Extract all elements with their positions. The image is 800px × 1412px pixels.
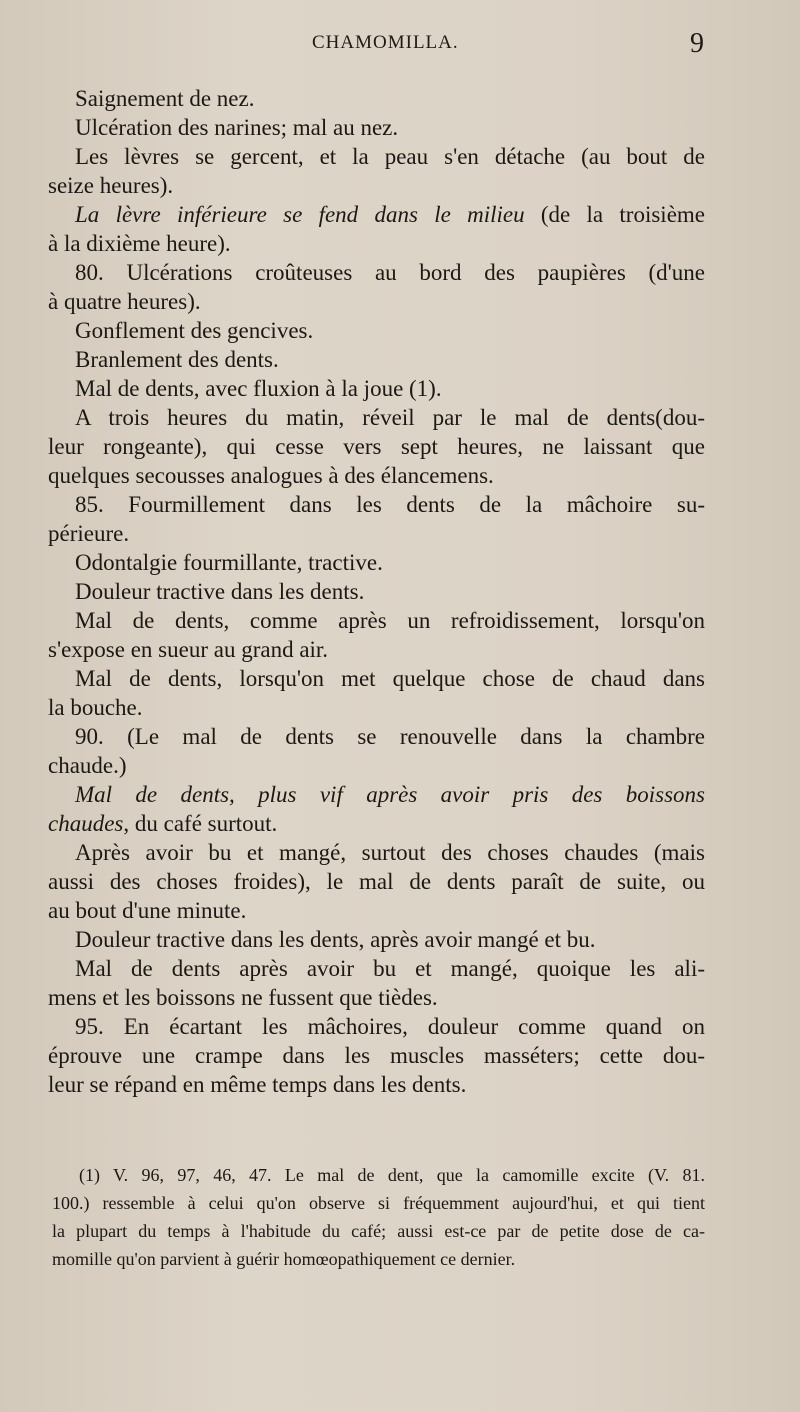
text-segment: Douleur tractive dans les dents, après avoir mangé et bu.: [75, 927, 596, 952]
text-segment: seize heures).: [48, 173, 174, 198]
text-line: [48, 171, 705, 200]
text-segment: 95. En écartant les mâchoires, douleur comme quand on: [75, 1014, 705, 1039]
text-line: [48, 606, 705, 635]
text-segment: Mal de dents, lorsqu'on met quelque chose de chaud dans: [75, 666, 705, 691]
text-line: [48, 200, 705, 229]
footnote-line: [52, 1217, 705, 1245]
text-line: [48, 722, 705, 751]
text-line: [48, 925, 705, 954]
text-segment: éprouve une crampe dans les muscles masséters; cette dou-: [48, 1043, 705, 1068]
text-segment: Branlement des dents.: [75, 347, 279, 372]
text-line: [48, 316, 705, 345]
text-line: [48, 287, 705, 316]
text-line: [48, 896, 705, 925]
text-line: [48, 635, 705, 664]
text-segment: , du café surtout.: [123, 811, 278, 836]
page-number: 9: [690, 28, 704, 59]
footnotes: [48, 1161, 705, 1273]
text-segment: 100.) ressemble à celui qu'on observe si fréquemment aujourd'hui, et qui tient: [52, 1193, 705, 1213]
text-segment: Ulcération des narines; mal au nez.: [75, 115, 399, 140]
running-title: CHAMOMILLA.: [312, 32, 459, 53]
text-line: [48, 548, 705, 577]
text-line: [48, 374, 705, 403]
text-line: [48, 751, 705, 780]
text-segment: périeure.: [48, 521, 130, 546]
italic-text: chaudes: [48, 811, 124, 836]
italic-text: Mal de dents, plus vif après avoir pris des boissons: [75, 782, 705, 807]
text-line: [48, 809, 705, 838]
text-segment: A trois heures du matin, réveil par le mal de dents(dou-: [75, 405, 705, 430]
text-line: [48, 838, 705, 867]
footnote-line: [52, 1161, 705, 1189]
text-segment: la bouche.: [48, 695, 143, 720]
text-line: [48, 1012, 705, 1041]
text-line: [48, 693, 705, 722]
text-line: [48, 490, 705, 519]
text-segment: Mal de dents après avoir bu et mangé, quoique les ali-: [75, 956, 705, 981]
text-line: [48, 867, 705, 896]
text-line: [48, 519, 705, 548]
text-line: [48, 229, 705, 258]
text-line: [48, 461, 705, 490]
body-text: [48, 84, 705, 1099]
page-text: [48, 84, 705, 1273]
text-segment: (1) V. 96, 97, 46, 47. Le mal de dent, que la camomille excite (V. 81.: [79, 1165, 705, 1185]
text-line: [48, 258, 705, 287]
text-segment: momille qu'on parvient à guérir homœopathiquement ce dernier.: [52, 1249, 516, 1269]
text-line: [48, 954, 705, 983]
text-line: [48, 84, 705, 113]
text-segment: s'expose en sueur au grand air.: [48, 637, 329, 662]
text-line: [48, 780, 705, 809]
text-line: [48, 142, 705, 171]
text-segment: Gonflement des gencives.: [75, 318, 314, 343]
text-segment: Les lèvres se gercent, et la peau s'en détache (au bout de: [75, 144, 705, 169]
text-segment: 80. Ulcérations croûteuses au bord des paupières (d'une: [75, 260, 705, 285]
text-line: [48, 113, 705, 142]
italic-text: La lèvre inférieure se fend dans le milieu: [75, 202, 525, 227]
text-segment: Mal de dents, comme après un refroidissement, lorsqu'on: [75, 608, 705, 633]
text-segment: (de la troisième: [524, 202, 705, 227]
text-line: [48, 664, 705, 693]
text-segment: Odontalgie fourmillante, tractive.: [75, 550, 383, 575]
text-segment: quelques secousses analogues à des élancemens.: [48, 463, 494, 488]
text-segment: à la dixième heure).: [48, 231, 231, 256]
text-segment: au bout d'une minute.: [48, 898, 247, 923]
text-segment: la plupart du temps à l'habitude du café; aussi est-ce par de petite dose de ca-: [52, 1221, 705, 1241]
text-line: [48, 1070, 705, 1099]
text-line: [48, 983, 705, 1012]
text-segment: leur rongeante), qui cesse vers sept heures, ne laissant que: [48, 434, 705, 459]
text-line: [48, 345, 705, 374]
text-segment: aussi des choses froides), le mal de dents paraît de suite, ou: [48, 869, 705, 894]
text-line: [48, 403, 705, 432]
text-segment: 90. (Le mal de dents se renouvelle dans la chambre: [75, 724, 705, 749]
text-segment: leur se répand en même temps dans les dents.: [48, 1072, 467, 1097]
text-segment: 85. Fourmillement dans les dents de la mâchoire su-: [75, 492, 705, 517]
text-line: [48, 577, 705, 606]
footnote-line: [52, 1245, 705, 1273]
text-segment: mens et les boissons ne fussent que tièdes.: [48, 985, 438, 1010]
text-segment: Après avoir bu et mangé, surtout des choses chaudes (mais: [75, 840, 705, 865]
running-header: [0, 28, 800, 62]
text-line: [48, 432, 705, 461]
text-line: [48, 1041, 705, 1070]
text-segment: Mal de dents, avec fluxion à la joue (1).: [75, 376, 442, 401]
text-segment: chaude.): [48, 753, 127, 778]
text-segment: à quatre heures).: [48, 289, 201, 314]
text-segment: Saignement de nez.: [75, 86, 255, 111]
text-segment: Douleur tractive dans les dents.: [75, 579, 365, 604]
footnote-line: [52, 1189, 705, 1217]
